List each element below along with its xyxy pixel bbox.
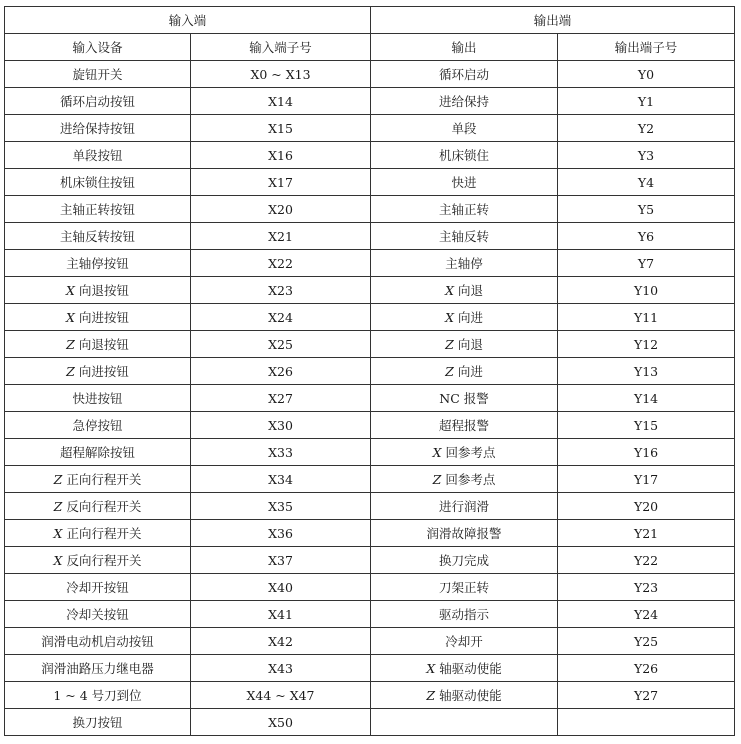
output-cell-text: 超程报警	[439, 418, 490, 433]
output-cell	[371, 196, 558, 223]
input-terminal-cell-text: X24	[268, 309, 293, 325]
input-device-cell	[5, 223, 191, 250]
input-terminal-cell-text: X25	[268, 336, 293, 352]
axis-letter: X	[66, 283, 75, 298]
output-group-header: 输出端	[371, 7, 735, 34]
input-terminal-cell	[191, 466, 371, 493]
input-terminal-cell	[191, 574, 371, 601]
input-device-cell	[5, 574, 191, 601]
axis-letter: X	[445, 283, 454, 298]
input-terminal-cell	[191, 601, 371, 628]
input-terminal-cell-text: X26	[268, 363, 293, 379]
input-terminal-cell	[191, 358, 371, 385]
output-terminal-cell	[558, 439, 735, 466]
input-device-cell	[5, 385, 191, 412]
table-row	[5, 385, 735, 412]
output-cell	[371, 88, 558, 115]
input-device-cell	[5, 277, 191, 304]
input-device-cell	[5, 682, 191, 709]
input-device-cell	[5, 412, 191, 439]
input-terminal-cell-text: X21	[268, 228, 293, 244]
axis-letter: Z	[66, 364, 75, 379]
input-group-header: 输入端	[5, 7, 371, 34]
output-cell	[371, 574, 558, 601]
input-device-cell	[5, 493, 191, 520]
output-cell-text: 轴驱动使能	[439, 661, 502, 676]
output-cell	[371, 304, 558, 331]
output-cell-text: 快进	[451, 175, 477, 190]
output-cell-text: 主轴停	[445, 256, 483, 271]
input-terminal-cell-text: X44 ~ X47	[246, 687, 315, 703]
output-terminal-cell	[558, 142, 735, 169]
output-cell-text: 机床锁住	[439, 148, 490, 163]
input-terminal-cell-text: X41	[268, 606, 293, 622]
output-terminal-cell-text: Y21	[633, 525, 659, 541]
input-terminal-cell-text: X20	[268, 201, 293, 217]
table-row	[5, 520, 735, 547]
input-terminal-cell	[191, 439, 371, 466]
output-terminal-cell-text: Y17	[633, 471, 659, 487]
input-device-cell-text: 正向行程开关	[66, 526, 142, 541]
input-device-cell	[5, 115, 191, 142]
table-header	[5, 7, 735, 61]
input-device-cell	[5, 331, 191, 358]
input-terminal-cell	[191, 304, 371, 331]
input-terminal-cell-text: X50	[268, 714, 293, 730]
output-terminal-cell	[558, 358, 735, 385]
output-cell-text: 向进	[457, 364, 483, 379]
output-cell-text: 刀架正转	[439, 580, 490, 595]
output-terminal-cell-text: Y26	[633, 660, 659, 676]
input-terminal-cell-text: X0 ~ X13	[250, 66, 311, 82]
input-device-cell	[5, 520, 191, 547]
input-device-cell-text: 机床锁住按钮	[59, 175, 135, 190]
input-device-cell-text: 向退按钮	[78, 283, 129, 298]
output-terminal-cell	[558, 169, 735, 196]
output-cell	[371, 142, 558, 169]
input-device-cell	[5, 196, 191, 223]
input-device-cell	[5, 655, 191, 682]
table-row	[5, 709, 735, 736]
input-device-cell	[5, 709, 191, 736]
output-terminal-cell-text: Y0	[637, 66, 655, 82]
output-terminal-cell-text: Y27	[633, 687, 659, 703]
output-terminal-cell	[558, 196, 735, 223]
input-terminal-cell-text: X15	[268, 120, 293, 136]
input-device-cell	[5, 547, 191, 574]
table-row	[5, 88, 735, 115]
input-device-cell	[5, 466, 191, 493]
output-cell	[371, 601, 558, 628]
input-terminal-cell-text: X23	[268, 282, 293, 298]
output-terminal-cell	[558, 385, 735, 412]
output-cell-text: 循环启动	[439, 67, 490, 82]
output-cell-text: 主轴反转	[439, 229, 490, 244]
input-terminal-cell-text: X34	[268, 471, 293, 487]
output-terminal-cell-text: Y25	[633, 633, 659, 649]
output-terminal-cell	[558, 493, 735, 520]
input-device-cell-text: 反向行程开关	[66, 553, 142, 568]
input-terminal-cell	[191, 88, 371, 115]
table-row	[5, 466, 735, 493]
axis-letter: Z	[432, 472, 442, 487]
output-terminal-cell-text: Y14	[633, 390, 659, 406]
input-device-cell-text: 反向行程开关	[66, 499, 142, 514]
axis-letter: X	[66, 310, 75, 325]
axis-letter: X	[432, 445, 442, 460]
input-terminal-cell	[191, 709, 371, 736]
input-terminal-cell-text: X43	[268, 660, 293, 676]
table-row	[5, 547, 735, 574]
group-header-row	[5, 7, 735, 34]
table-row	[5, 223, 735, 250]
input-device-cell	[5, 439, 191, 466]
output-cell	[371, 709, 558, 736]
input-device-cell-text: 向进按钮	[78, 310, 129, 325]
input-device-cell-text: 超程解除按钮	[59, 445, 135, 460]
axis-letter: X	[53, 526, 63, 541]
input-terminal-cell	[191, 142, 371, 169]
input-terminal-cell	[191, 169, 371, 196]
output-terminal-cell	[558, 304, 735, 331]
output-cell-text: 驱动指示	[439, 607, 490, 622]
output-terminal-cell	[558, 331, 735, 358]
input-device-cell-text: 冷却开按钮	[66, 580, 129, 595]
input-terminal-cell	[191, 223, 371, 250]
input-terminal-cell	[191, 412, 371, 439]
output-cell	[371, 682, 558, 709]
axis-letter: Z	[445, 337, 454, 352]
column-header-row	[5, 34, 735, 61]
input-device-cell	[5, 628, 191, 655]
input-device-cell-text: 急停按钮	[72, 418, 123, 433]
input-device-cell-text: 向退按钮	[78, 337, 129, 352]
output-terminal-cell-text: Y20	[633, 498, 659, 514]
table-row	[5, 115, 735, 142]
input-terminal-cell-text: X35	[268, 498, 293, 514]
input-device-cell-text: 主轴停按钮	[66, 256, 129, 271]
output-cell	[371, 520, 558, 547]
output-terminal-cell	[558, 574, 735, 601]
output-cell-text: 主轴正转	[439, 202, 490, 217]
input-device-cell-text: 换刀按钮	[72, 715, 123, 730]
output-terminal-cell	[558, 115, 735, 142]
input-terminal-cell	[191, 655, 371, 682]
output-terminal-cell	[558, 466, 735, 493]
output-terminal-cell-text: Y13	[633, 363, 659, 379]
input-terminal-cell-text: X40	[268, 579, 293, 595]
output-cell	[371, 223, 558, 250]
output-terminal-cell	[558, 61, 735, 88]
output-terminal-cell	[558, 88, 735, 115]
input-terminal-cell	[191, 331, 371, 358]
input-device-cell	[5, 88, 191, 115]
input-device-cell	[5, 142, 191, 169]
output-terminal-cell-text: Y5	[637, 201, 655, 217]
output-terminal-cell	[558, 250, 735, 277]
input-device-cell-text: 主轴正转按钮	[59, 202, 135, 217]
output-terminal-cell-text: Y3	[637, 147, 655, 163]
input-terminal-cell	[191, 493, 371, 520]
output-terminal-cell	[558, 223, 735, 250]
output-cell-text: NC 报警	[439, 391, 489, 406]
output-cell	[371, 655, 558, 682]
table-row	[5, 358, 735, 385]
input-device-cell-text: 润滑油路压力继电器	[41, 661, 154, 676]
input-device-cell-text: 旋钮开关	[72, 67, 123, 82]
output-cell	[371, 628, 558, 655]
input-device-cell-text: 主轴反转按钮	[59, 229, 135, 244]
output-cell-text: 润滑故障报警	[426, 526, 502, 541]
output-terminal-cell-text: Y11	[633, 309, 659, 325]
output-cell-text: 回参考点	[445, 472, 496, 487]
input-device-cell-text: 1 ~ 4 号刀到位	[53, 688, 142, 703]
output-terminal-cell-text: Y12	[633, 336, 659, 352]
output-terminal-cell-text: Y1	[637, 93, 655, 109]
input-terminal-cell	[191, 385, 371, 412]
output-cell-text: 回参考点	[445, 445, 496, 460]
output-cell	[371, 169, 558, 196]
axis-letter: Z	[426, 688, 436, 703]
table-row	[5, 574, 735, 601]
input-terminal-cell-text: X17	[268, 174, 293, 190]
io-allocation-table	[4, 6, 735, 736]
output-terminal-cell-text: Y7	[637, 255, 655, 271]
input-terminal-cell-text: X33	[268, 444, 293, 460]
output-terminal-cell	[558, 277, 735, 304]
output-terminal-cell	[558, 682, 735, 709]
output-cell-text: 进给保持	[439, 94, 490, 109]
output-cell	[371, 385, 558, 412]
axis-letter: Z	[53, 499, 63, 514]
output-cell-text: 向退	[457, 283, 483, 298]
input-terminal-cell-text: X14	[268, 93, 293, 109]
input-terminal-cell	[191, 682, 371, 709]
output-cell-text: 进行润滑	[439, 499, 490, 514]
output-cell-text: 向退	[457, 337, 483, 352]
output-terminal-cell	[558, 547, 735, 574]
input-terminal-cell	[191, 520, 371, 547]
input-device-cell-text: 单段按钮	[72, 148, 123, 163]
table-row	[5, 682, 735, 709]
table-row	[5, 412, 735, 439]
output-cell	[371, 412, 558, 439]
input-device-cell-text: 进给保持按钮	[59, 121, 135, 136]
input-device-cell	[5, 169, 191, 196]
output-terminal-cell	[558, 601, 735, 628]
input-device-cell-text: 快进按钮	[72, 391, 123, 406]
header-input-terminal: 输入端子号	[191, 34, 371, 61]
input-terminal-cell	[191, 250, 371, 277]
input-device-cell	[5, 61, 191, 88]
input-terminal-cell	[191, 547, 371, 574]
output-cell	[371, 250, 558, 277]
output-terminal-cell-text: Y15	[633, 417, 659, 433]
io-table-wrapper	[4, 6, 734, 736]
input-terminal-cell	[191, 196, 371, 223]
axis-letter: Z	[66, 337, 75, 352]
output-terminal-cell	[558, 655, 735, 682]
input-device-cell	[5, 358, 191, 385]
output-cell-text: 单段	[451, 121, 477, 136]
output-cell-text: 向进	[457, 310, 483, 325]
axis-letter: Z	[53, 472, 63, 487]
output-terminal-cell-text: Y10	[633, 282, 659, 298]
table-row	[5, 277, 735, 304]
input-terminal-cell	[191, 61, 371, 88]
table-row	[5, 61, 735, 88]
output-cell	[371, 331, 558, 358]
input-device-cell	[5, 304, 191, 331]
table-body	[5, 61, 735, 736]
output-terminal-cell-text: Y16	[633, 444, 659, 460]
input-terminal-cell-text: X22	[268, 255, 293, 271]
table-row	[5, 628, 735, 655]
table-row	[5, 250, 735, 277]
output-terminal-cell	[558, 520, 735, 547]
input-terminal-cell-text: X30	[268, 417, 293, 433]
output-cell-text: 冷却开	[445, 634, 483, 649]
output-terminal-cell-text: Y23	[633, 579, 659, 595]
input-device-cell	[5, 601, 191, 628]
header-input-device: 输入设备	[5, 34, 191, 61]
table-row	[5, 196, 735, 223]
table-row	[5, 142, 735, 169]
output-cell	[371, 493, 558, 520]
input-device-cell-text: 向进按钮	[78, 364, 129, 379]
input-terminal-cell-text: X27	[268, 390, 293, 406]
output-cell	[371, 439, 558, 466]
output-terminal-cell-text: Y24	[633, 606, 659, 622]
output-cell	[371, 547, 558, 574]
output-cell	[371, 277, 558, 304]
table-row	[5, 439, 735, 466]
output-terminal-cell-text: Y6	[637, 228, 655, 244]
input-terminal-cell	[191, 628, 371, 655]
output-cell	[371, 466, 558, 493]
output-cell-text: 换刀完成	[439, 553, 490, 568]
output-terminal-cell-text: Y2	[637, 120, 655, 136]
axis-letter: X	[53, 553, 63, 568]
input-device-cell-text: 冷却关按钮	[66, 607, 129, 622]
output-terminal-cell	[558, 412, 735, 439]
output-terminal-cell	[558, 628, 735, 655]
input-terminal-cell	[191, 115, 371, 142]
input-device-cell-text: 正向行程开关	[66, 472, 142, 487]
output-terminal-cell-text: Y4	[637, 174, 655, 190]
table-row	[5, 169, 735, 196]
input-device-cell	[5, 250, 191, 277]
header-output: 输出	[371, 34, 558, 61]
input-terminal-cell-text: X42	[268, 633, 293, 649]
input-terminal-cell-text: X16	[268, 147, 293, 163]
input-terminal-cell-text: X36	[268, 525, 293, 541]
input-terminal-cell	[191, 277, 371, 304]
output-cell	[371, 61, 558, 88]
output-cell-text: 轴驱动使能	[439, 688, 502, 703]
axis-letter: X	[426, 661, 436, 676]
table-row	[5, 655, 735, 682]
output-terminal-cell-text: Y22	[633, 552, 659, 568]
input-device-cell-text: 润滑电动机启动按钮	[41, 634, 154, 649]
input-terminal-cell-text: X37	[268, 552, 293, 568]
output-cell	[371, 115, 558, 142]
output-cell	[371, 358, 558, 385]
axis-letter: Z	[445, 364, 454, 379]
table-row	[5, 331, 735, 358]
table-row	[5, 304, 735, 331]
header-output-terminal: 输出端子号	[558, 34, 735, 61]
input-device-cell-text: 循环启动按钮	[59, 94, 135, 109]
axis-letter: X	[445, 310, 454, 325]
table-row	[5, 493, 735, 520]
table-row	[5, 601, 735, 628]
output-terminal-cell	[558, 709, 735, 736]
